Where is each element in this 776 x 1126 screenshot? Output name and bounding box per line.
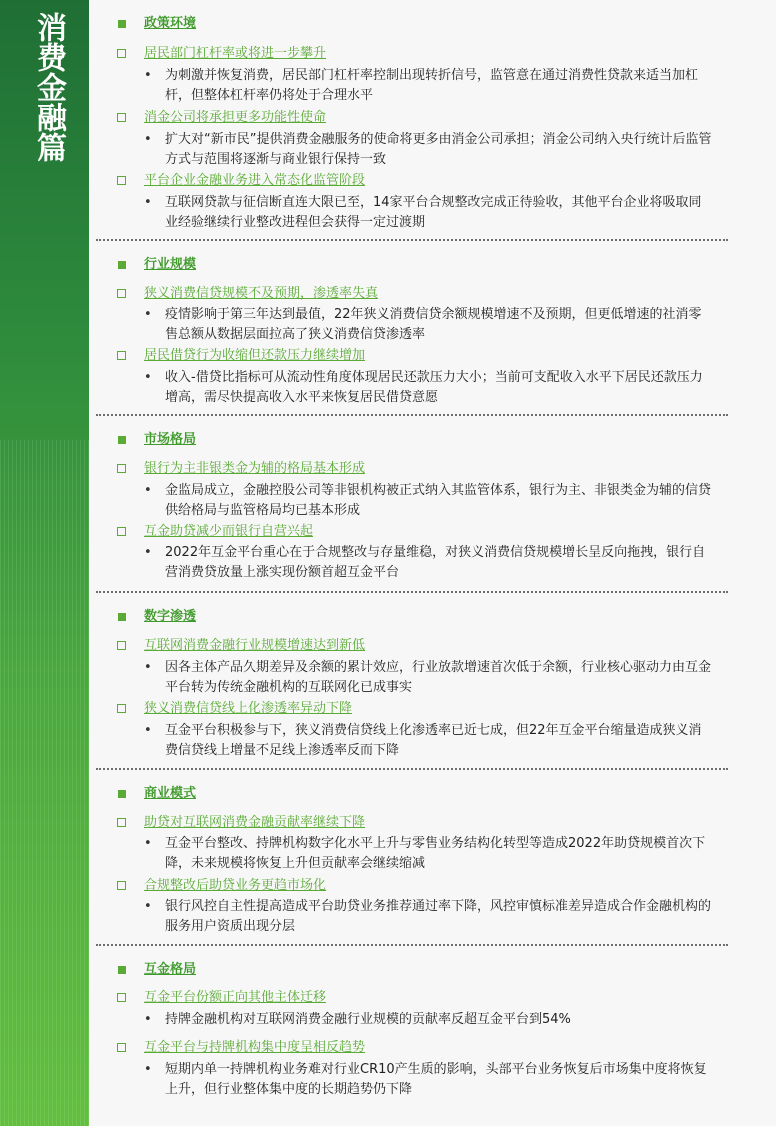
section-title: 互金格局 [144, 962, 197, 977]
bullet-dot-icon: • [144, 723, 152, 738]
bullet-text: 持牌金融机构对互联网消费金融行业规模的贡献率反超互金平台到54% [165, 1012, 571, 1027]
main-content [90, 0, 776, 1126]
section-title: 市场格局 [144, 432, 197, 447]
filled-square-icon [118, 436, 126, 444]
section-title: 数字渗透 [144, 609, 197, 624]
bullet-text: 金监局成立，金融控股公司等非银机构被正式纳入其监管体系，银行为主、非银类金为辅的信贷供给格局与监管格局均已基本形成 [165, 483, 712, 518]
bullet-dot-icon: • [144, 483, 152, 498]
subsection-title: 互金平台与持牌机构集中度呈相反趋势 [144, 1040, 366, 1055]
section-divider [96, 414, 728, 416]
subsection-title: 居民部门杠杆率或将进一步攀升 [144, 46, 327, 61]
bullet-dot-icon: • [144, 370, 152, 385]
section-divider [96, 591, 728, 593]
bullet-dot-icon: • [144, 1012, 152, 1027]
filled-square-icon [118, 966, 126, 974]
bullet-dot-icon: • [144, 899, 152, 914]
filled-square-icon [118, 613, 126, 621]
subsection-title: 助贷对互联网消费金融贡献率继续下降 [144, 815, 366, 830]
bullet-dot-icon: • [144, 836, 152, 851]
bullet-text: 收入-借贷比指标可从流动性角度体现居民还款压力大小；当前可支配收入水平下居民还款压力增高，需尽快提高收入水平来恢复居民借贷意愿 [165, 370, 703, 405]
subsection-title: 互金助贷减少而银行自营兴起 [144, 524, 314, 539]
hollow-square-icon [117, 49, 126, 58]
bullet-dot-icon: • [144, 195, 152, 210]
bullet-text: 扩大对“新市民”提供消费金融服务的使命将更多由消金公司承担；消金公司纳入央行统计后监管方式与范围将逐渐与商业银行保持一致 [165, 132, 712, 167]
bullet-text: 为刺激并恢复消费，居民部门杠杆率控制出现转折信号，监管意在通过消费性贷款来适当加杠杆，但整体杠杆率仍将处于合理水平 [165, 68, 699, 103]
hollow-square-icon [117, 704, 126, 713]
subsection-title: 银行为主非银类金为辅的格局基本形成 [144, 461, 366, 476]
hollow-square-icon [117, 993, 126, 1002]
bullet-text: 疫情影响于第三年达到最值，22年狭义消费信贷余额规模增速不及预期，但更低增速的社消零售总额从数据层面拉高了狭义消费信贷渗透率 [165, 307, 702, 342]
subsection-title: 合规整改后助贷业务更趋市场化 [144, 878, 327, 893]
hollow-square-icon [117, 176, 126, 185]
bullet-dot-icon: • [144, 307, 152, 322]
hollow-square-icon [117, 464, 126, 473]
subsection-title: 互金平台份额正向其他主体迁移 [144, 990, 327, 1005]
sidebar-title: 消费金融篇 [31, 12, 66, 162]
hollow-square-icon [117, 1043, 126, 1052]
section-title: 行业规模 [144, 257, 197, 272]
bullet-text: 互联网贷款与征信断直连大限已至，14家平台合规整改完成正待验收，其他平台企业将吸取同业经验继续行业整改进程但会获得一定过渡期 [165, 195, 702, 230]
hollow-square-icon [117, 881, 126, 890]
hollow-square-icon [117, 113, 126, 122]
bullet-text: 2022年互金平台重心在于合规整改与存量维稳，对狭义消费信贷规模增长呈反向拖拽，银行自营消费贷放量上涨实现份额首超互金平台 [165, 545, 706, 580]
subsection-title: 平台企业金融业务进入常态化监管阶段 [144, 173, 366, 188]
bullet-text: 银行风控自主性提高造成平台助贷业务推荐通过率下降，风控审慎标准差异造成合作金融机构的服务用户资质出现分层 [165, 899, 712, 934]
subsection-title: 居民借贷行为收缩但还款压力继续增加 [144, 348, 366, 363]
filled-square-icon [118, 20, 126, 28]
bullet-dot-icon: • [144, 1062, 152, 1077]
subsection-title: 狭义消费信贷规模不及预期，渗透率失真 [144, 286, 379, 301]
filled-square-icon [118, 261, 126, 269]
bullet-text: 互金平台整改、持牌机构数字化水平上升与零售业务结构化转型等造成2022年助贷规模首次下降，未来规模将恢复上升但贡献率会继续缩减 [165, 836, 706, 871]
hollow-square-icon [117, 527, 126, 536]
bullet-dot-icon: • [144, 660, 152, 675]
subsection-title: 消金公司将承担更多功能性使命 [144, 110, 327, 125]
sidebar-stripes [0, 440, 89, 1126]
hollow-square-icon [117, 641, 126, 650]
bullet-dot-icon: • [144, 68, 152, 83]
section-divider [96, 768, 728, 770]
section-title: 商业模式 [144, 786, 197, 801]
subsection-title: 狭义消费信贷线上化渗透率异动下降 [144, 701, 353, 716]
sidebar [0, 0, 89, 1126]
section-divider [96, 239, 728, 241]
bullet-text: 因各主体产品久期差异及余额的累计效应，行业放款增速首次低于余额，行业核心驱动力由互金平台转为传统金融机构的互联网化已成事实 [165, 660, 712, 695]
section-title: 政策环境 [144, 16, 197, 31]
section-divider [96, 944, 728, 946]
bullet-text: 短期内单一持牌机构业务难对行业CR10产生质的影响，头部平台业务恢复后市场集中度将恢复上升，但行业整体集中度的长期趋势仍下降 [165, 1062, 707, 1097]
hollow-square-icon [117, 351, 126, 360]
filled-square-icon [118, 790, 126, 798]
bullet-dot-icon: • [144, 545, 152, 560]
bullet-dot-icon: • [144, 132, 152, 147]
bullet-text: 互金平台积极参与下，狭义消费信贷线上化渗透率已近七成，但22年互金平台缩量造成狭义消费信贷线上增量不足线上渗透率反而下降 [165, 723, 702, 758]
subsection-title: 互联网消费金融行业规模增速达到新低 [144, 638, 366, 653]
hollow-square-icon [117, 289, 126, 298]
hollow-square-icon [117, 818, 126, 827]
